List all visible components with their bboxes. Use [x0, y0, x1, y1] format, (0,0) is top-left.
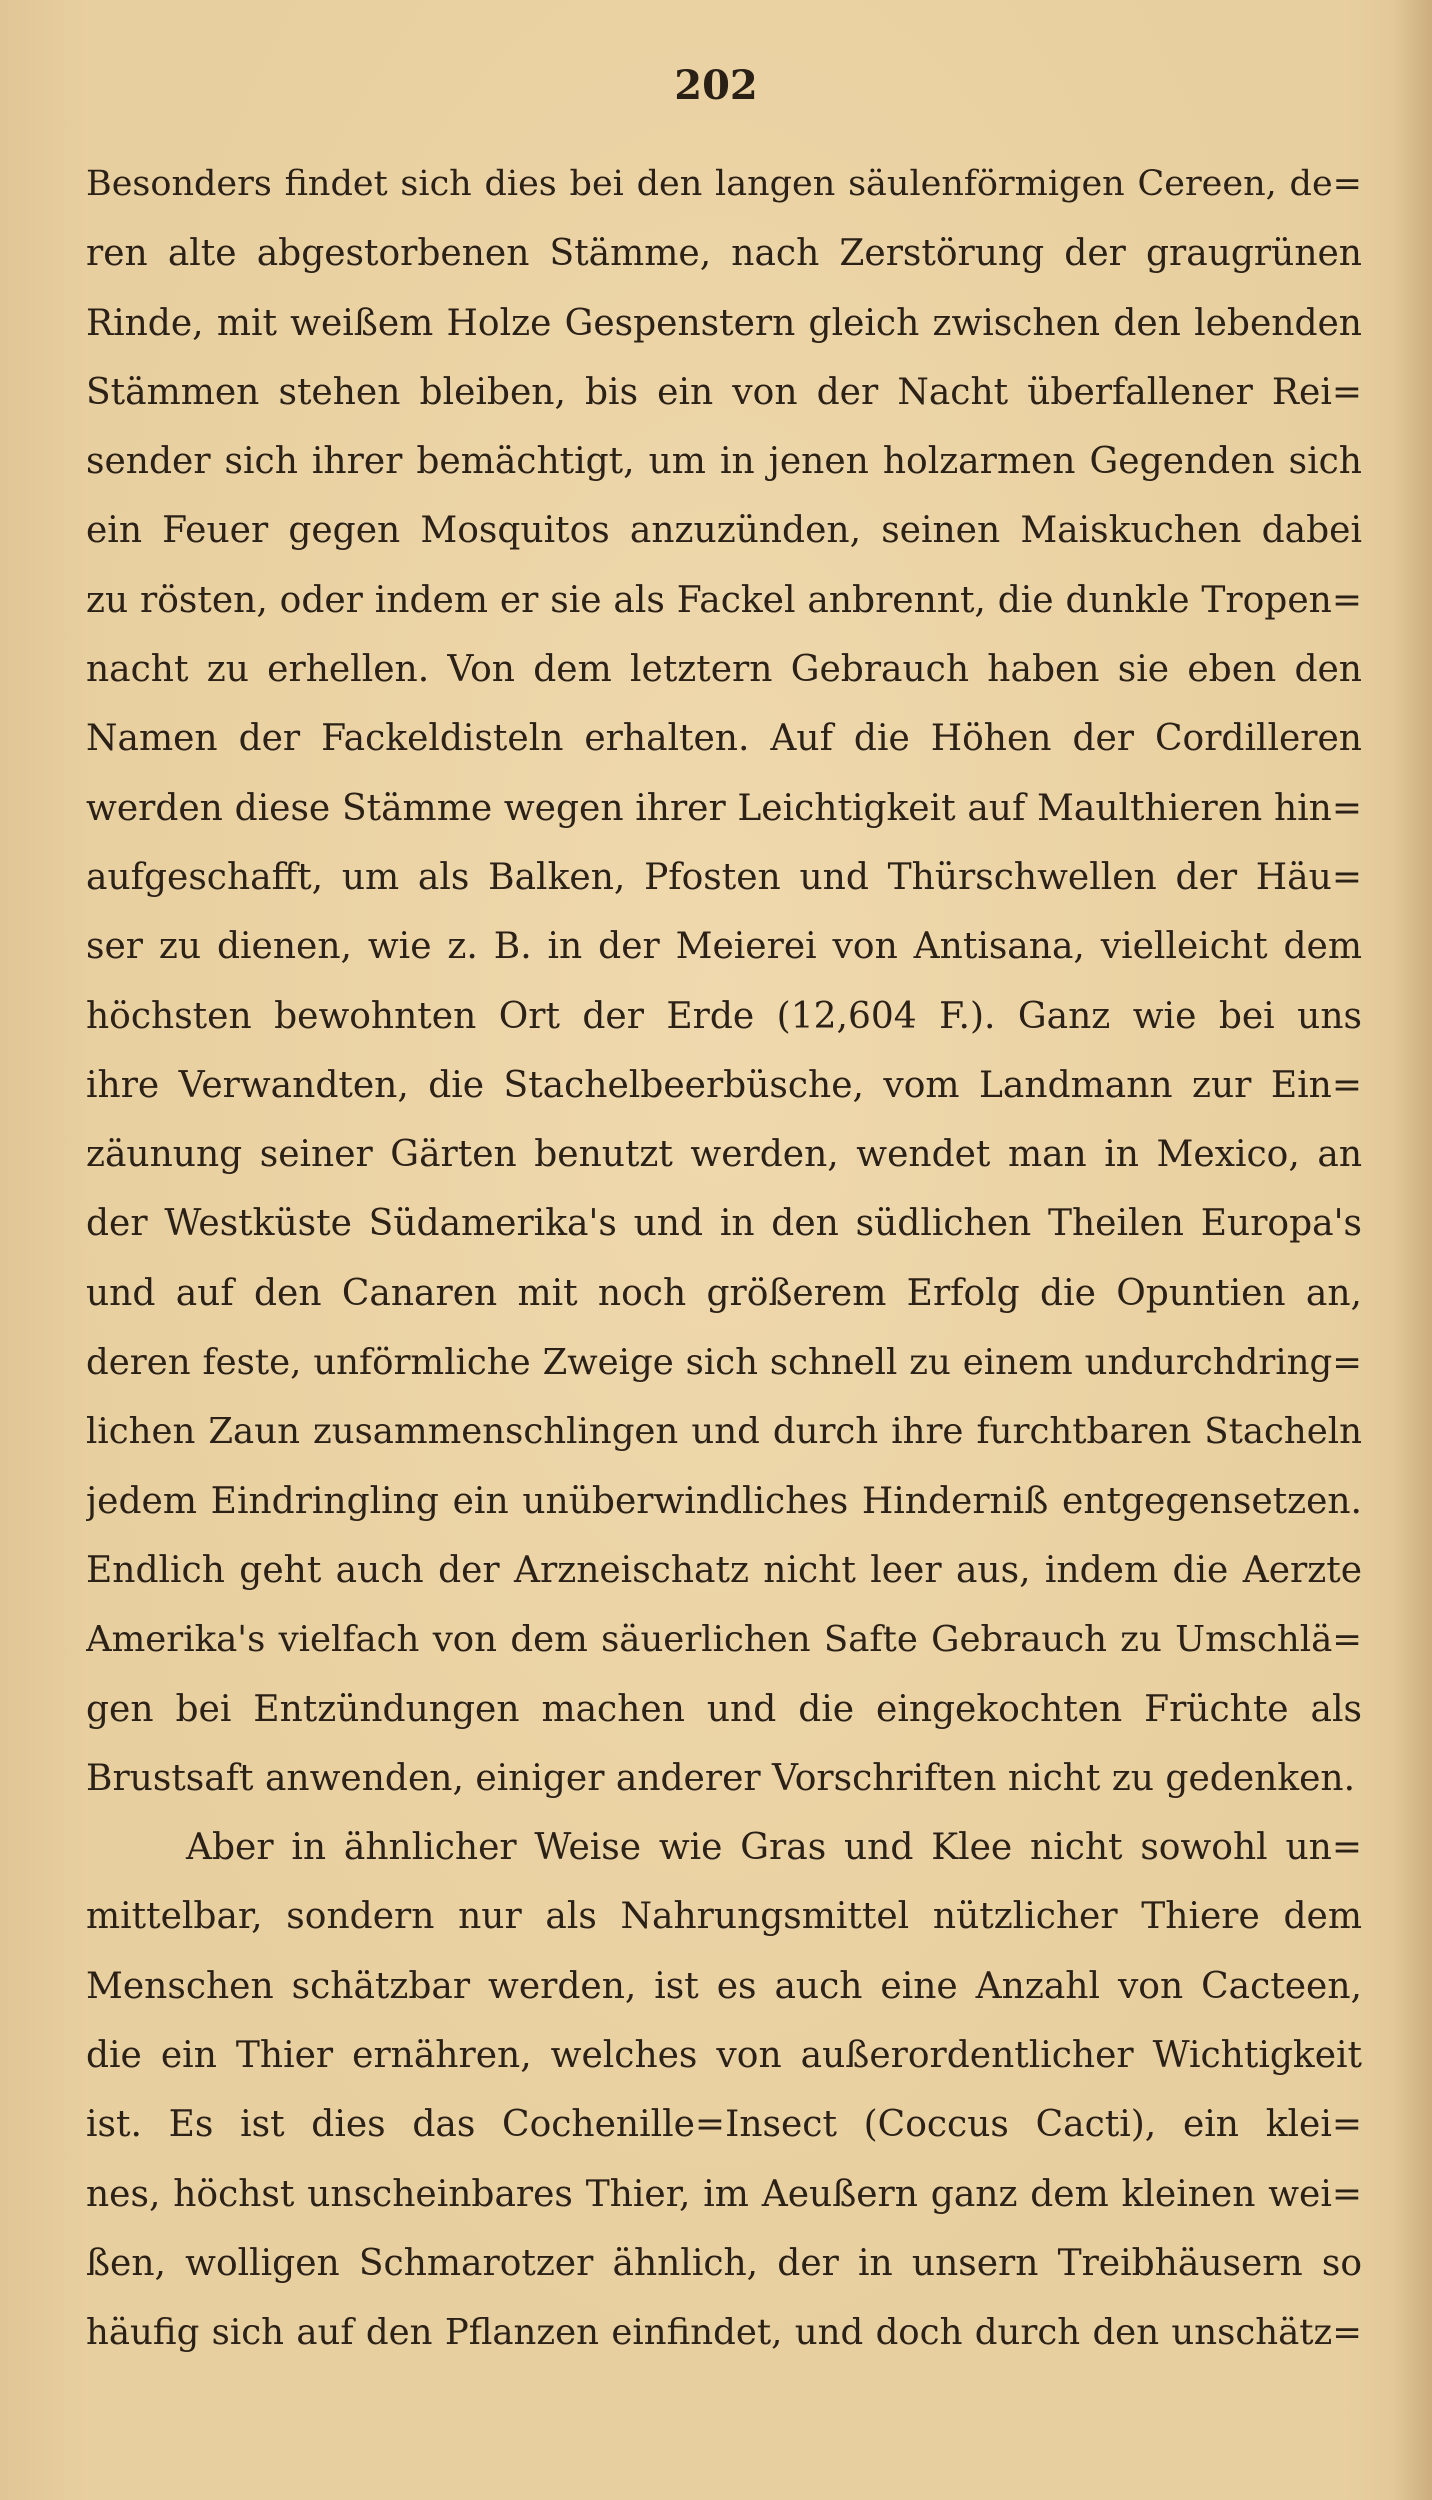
text-line: Aber in ähnlicher Weise wie Gras und Klee nicht sowohl un= [186, 1827, 1362, 1869]
text-line: nes, höchst unscheinbares Thier, im Aeußern ganz dem kleinen wei= [86, 2173, 1362, 2215]
text-line: ser zu dienen, wie z. B. in der Meierei von Antisana, vielleicht dem [86, 926, 1362, 968]
text-line: Menschen schätzbar werden, ist es auch eine Anzahl von Cacteen, [86, 1965, 1362, 2007]
text-line: aufgeschafft, um als Balken, Pfosten und Thürschwellen der Häu= [86, 856, 1362, 898]
text-line: deren feste, unförmliche Zweige sich schnell zu einem undurchdring= [86, 1342, 1362, 1384]
text-line: Besonders findet sich dies bei den langen säulenförmigen Cereen, de= [86, 164, 1362, 204]
text-line: zu rösten, oder indem er sie als Fackel anbrennt, die dunkle Tropen= [86, 579, 1362, 621]
text-line: Amerika's vielfach von dem säuerlichen Safte Gebrauch zu Umschlä= [86, 1619, 1362, 1661]
text-line: häufig sich auf den Pflanzen einfindet, und doch durch den unschätz= [86, 2312, 1362, 2354]
text-line: jedem Eindringling ein unüberwindliches Hinderniß entgegensetzen. [86, 1480, 1362, 1522]
text-line: die ein Thier ernähren, welches von außerordentlicher Wichtigkeit [86, 2035, 1362, 2077]
page-number: 202 [674, 62, 758, 109]
text-line: sender sich ihrer bemächtigt, um in jenen holzarmen Gegenden sich [86, 441, 1362, 483]
text-line: ihre Verwandten, die Stachelbeerbüsche, vom Landmann zur Ein= [86, 1064, 1362, 1106]
page-edge-shadow [1392, 0, 1432, 2500]
text-line: Brustsaft anwenden, einiger anderer Vorschriften nicht zu gedenken. [86, 1757, 1356, 1799]
text-line: gen bei Entzündungen machen und die eingekochten Früchte als [86, 1688, 1362, 1730]
text-line: ein Feuer gegen Mosquitos anzuzünden, seinen Maiskuchen dabei [86, 510, 1362, 552]
text-line: mittelbar, sondern nur als Nahrungsmittel nützlicher Thiere dem [86, 1896, 1362, 1938]
text-line: werden diese Stämme wegen ihrer Leichtigkeit auf Maulthieren hin= [86, 787, 1362, 829]
text-line: höchsten bewohnten Ort der Erde (12,604 F.). Ganz wie bei uns [86, 995, 1362, 1037]
text-line: Rinde, mit weißem Holze Gespenstern gleich zwischen den lebenden [86, 302, 1362, 344]
text-line: ist. Es ist dies das Cochenille=Insect (Coccus Cacti), ein klei= [86, 2104, 1362, 2146]
text-line: nacht zu erhellen. Von dem letztern Gebrauch haben sie eben den [86, 649, 1362, 691]
text-line: der Westküste Südamerika's und in den südlichen Theilen Europa's [86, 1203, 1362, 1245]
text-line: Endlich geht auch der Arzneischatz nicht leer aus, indem die Aerzte [86, 1549, 1362, 1591]
text-line: ren alte abgestorbenen Stämme, nach Zerstörung der graugrünen [86, 233, 1362, 275]
text-line: ßen, wolligen Schmarotzer ähnlich, der in unsern Treibhäusern so [86, 2242, 1362, 2284]
text-line: Stämmen stehen bleiben, bis ein von der Nacht überfallener Rei= [86, 371, 1362, 413]
text-line: und auf den Canaren mit noch größerem Erfolg die Opuntien an, [86, 1272, 1362, 1314]
text-line: zäunung seiner Gärten benutzt werden, wendet man in Mexico, an [86, 1134, 1362, 1176]
body-text [86, 150, 1362, 2368]
text-line: lichen Zaun zusammenschlingen und durch ihre furchtbaren Stacheln [86, 1411, 1362, 1453]
text-line: Namen der Fackeldisteln erhalten. Auf die Höhen der Cordilleren [86, 718, 1362, 760]
